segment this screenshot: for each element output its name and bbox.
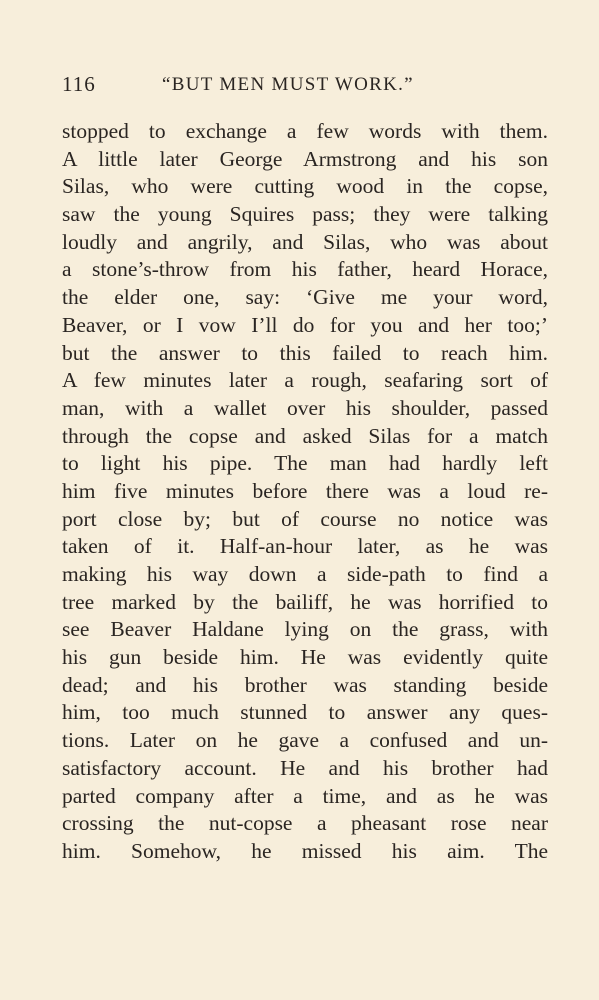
page-header	[62, 72, 548, 100]
text-line: Beaver, or I vow I’ll do for you and her too;’	[62, 312, 548, 337]
text-line: to light his pipe. The man had hardly left	[62, 451, 548, 476]
text-line: tions. Later on he gave a confused and un-	[62, 728, 548, 753]
text-line: taken of it. Half-an-hour later, as he was	[62, 534, 548, 559]
text-line: dead; and his brother was standing beside	[62, 672, 548, 697]
text-line: Silas, who were cutting wood in the copse,	[62, 174, 548, 199]
text-line: tree marked by the bailiff, he was horrified to	[62, 589, 548, 614]
text-line: stopped to exchange a few words with them.	[62, 119, 548, 143]
text-line: crossing the nut-copse a pheasant rose near	[62, 811, 548, 836]
text-line: A little later George Armstrong and his son	[62, 146, 548, 171]
running-head: “BUT MEN MUST WORK.”	[162, 74, 414, 95]
text-line: his gun beside him. He was evidently quite	[62, 645, 548, 670]
text-line: A few minutes later a rough, seafaring sort of	[62, 368, 548, 393]
text-line: a stone’s-throw from his father, heard Horace,	[62, 257, 548, 282]
text-line: him, too much stunned to answer any ques-	[62, 700, 548, 725]
text-line: but the answer to this failed to reach him.	[62, 340, 548, 365]
text-line: him five minutes before there was a loud re-	[62, 478, 548, 503]
text-line: the elder one, say: ‘Give me your word,	[62, 285, 548, 310]
text-line: him. Somehow, he missed his aim. The	[62, 838, 548, 863]
body-text	[62, 118, 548, 866]
text-line: man, with a wallet over his shoulder, passed	[62, 395, 548, 420]
page-number: 116	[62, 72, 96, 96]
text-line: saw the young Squires pass; they were talking	[62, 202, 548, 227]
text-line: making his way down a side-path to find a	[62, 562, 548, 586]
text-line: parted company after a time, and as he was	[62, 783, 548, 808]
text-line: satisfactory account. He and his brother had	[62, 755, 548, 780]
text-line: port close by; but of course no notice was	[62, 506, 548, 531]
text-line: loudly and angrily, and Silas, who was about	[62, 229, 548, 254]
text-line: through the copse and asked Silas for a match	[62, 423, 548, 448]
text-line: see Beaver Haldane lying on the grass, with	[62, 617, 548, 642]
